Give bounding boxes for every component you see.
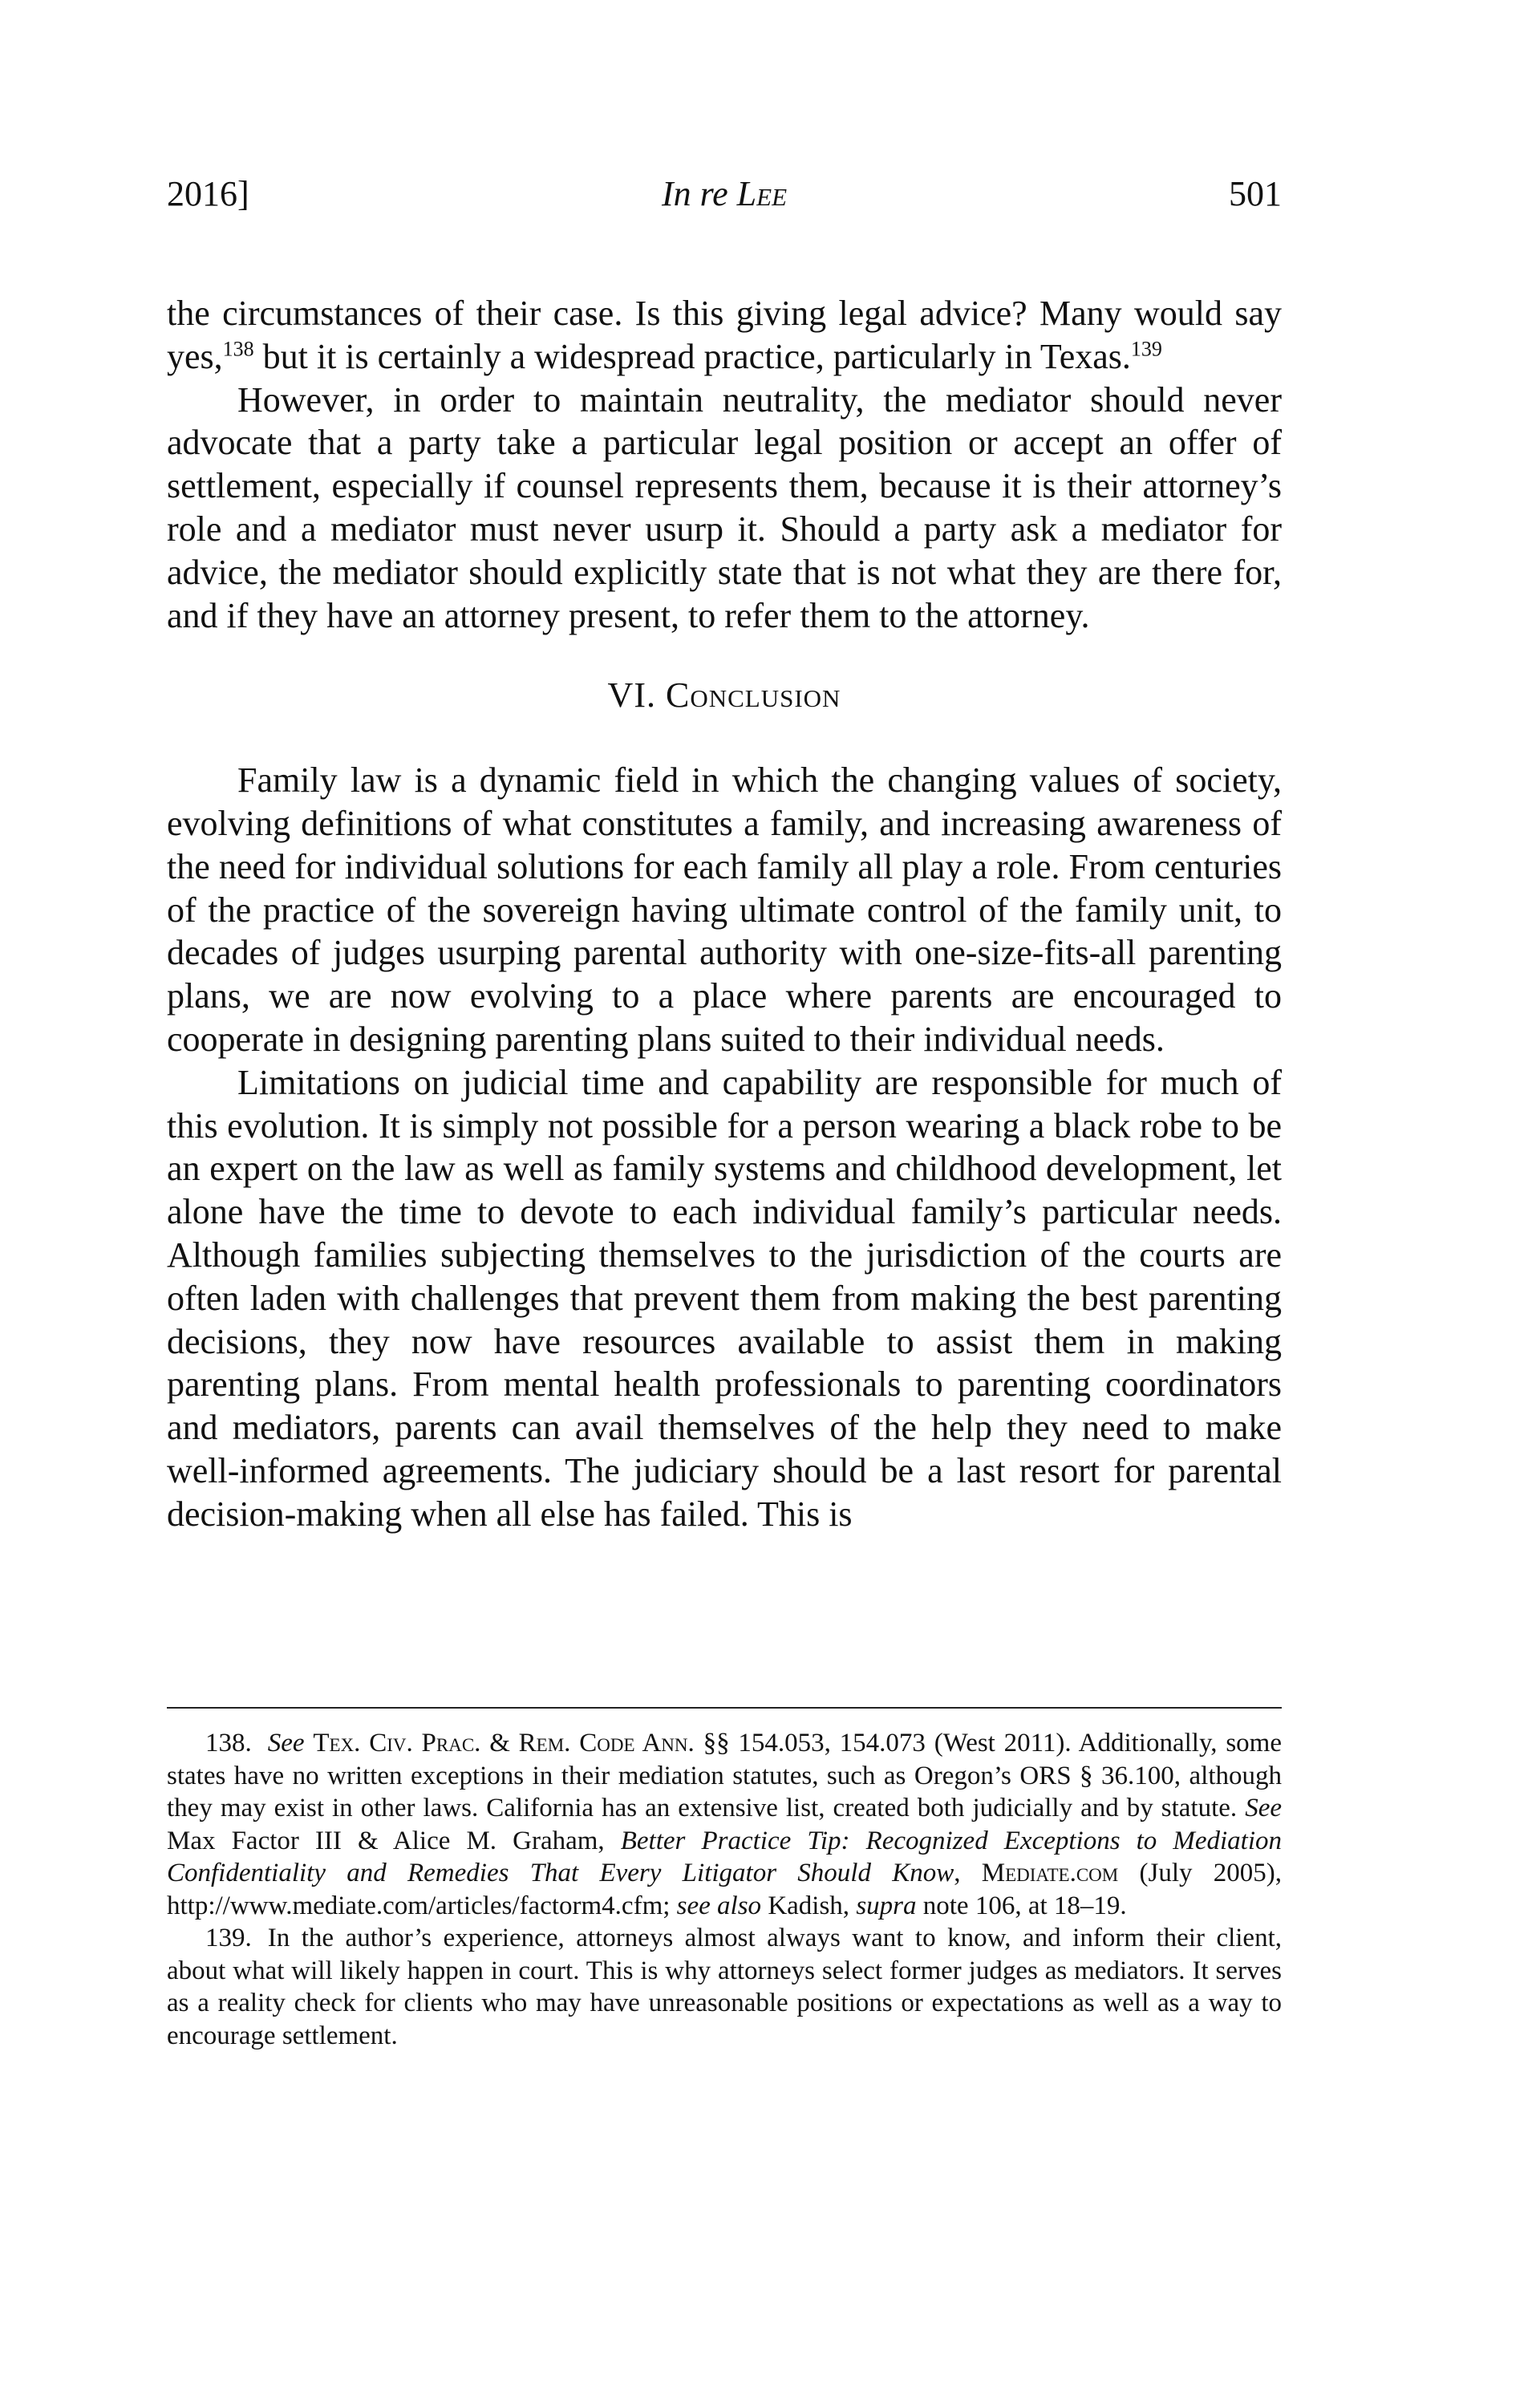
statute-citation: Tex. Civ. Prac. & Rem. Code Ann. xyxy=(313,1729,695,1758)
section-heading xyxy=(167,674,1282,717)
section-title: Conclusion xyxy=(665,675,841,716)
footnote-text: note 106, at 18–19. xyxy=(916,1891,1127,1920)
paragraph-2: However, in order to maintain neutrality, the mediator should never advocate that a party take a particular legal position or accept an offer of settlement, especially if counsel represents them, because it is their attorney’s role and a mediator must never usurp it. Should a party ask a mediator for advice, the mediator should explicitly state that is not what they are there for, and if they have an attorney present, to refer them to the attorney. xyxy=(167,379,1282,635)
paragraph-1 xyxy=(167,292,1282,379)
footnote-number: 139. xyxy=(205,1924,252,1952)
footnote-text: §§ 154.053, 154.073 (West 2011). Additionally, some states have no written exceptions in their mediation statutes, such as Oregon’s ORS § 36.100, although they may exist in other laws. California has an extensive list, created both judicially and by statute. xyxy=(167,1729,1283,1822)
site-name: Mediate.com xyxy=(981,1859,1119,1887)
paragraph-1-text-2: but it is certainly a widespread practice, particularly in Texas. xyxy=(253,336,1131,376)
footnotes xyxy=(167,1727,1282,2052)
signal-supra: supra xyxy=(856,1891,917,1920)
header-title-prefix: In re xyxy=(661,174,728,213)
header-title-suffix: Lee xyxy=(736,174,787,213)
paragraph-4: Limitations on judicial time and capability are responsible for much of this evolution. It is simply not possible for a person wearing a black robe to be an expert on the law as well as family systems and childhood development, let alone have the time to devote to each individual family’s particular needs. Although families subjecting themselves to the jurisdiction of the courts are often laden with challenges that prevent them from making the best parenting decisions, they now have resources available to assist them in making parenting plans. From mental health professionals to parenting coordinators and mediators, parents can avail themselves of the help they need to make well-informed agreements. The judiciary should be a last resort for parental decision-making when all else has failed. This is xyxy=(167,1062,1282,1534)
footnote-139 xyxy=(167,1922,1282,2052)
article-title: Better Practice Tip: Recognized Exceptions to Mediation Confidentiality and Remedies That Every Litigator Should Know xyxy=(167,1826,1283,1887)
footnote-text: Max Factor III & Alice M. Graham, xyxy=(167,1826,621,1855)
footnote-ref-139: 139 xyxy=(1130,337,1162,361)
section-number: VI. xyxy=(607,675,656,716)
footnote-text: , xyxy=(954,1859,982,1887)
header-case-title xyxy=(167,170,1282,218)
signal-see-also: see also xyxy=(676,1891,762,1920)
footnote-ref-138: 138 xyxy=(222,337,254,361)
paragraph-1-text: the circumstances of their case. Is this giving legal advice? Many would say yes, xyxy=(167,294,1282,376)
footnote-divider xyxy=(167,1707,1282,1709)
footnote-text: In the author’s experience, attorneys almost always want to know, and inform their client, about what will likely happen in court. This is why attorneys select former judges as mediators. It serves as a reality check for clients who may have unreasonable positions or expectations as well as a way to encourage settlement. xyxy=(167,1924,1282,2050)
footnote-text: Kadish, xyxy=(761,1891,857,1920)
header-page-number: 501 xyxy=(1229,174,1282,213)
footnote-text: (July 2005), http://www.mediate.com/articles/factorm4.cfm; xyxy=(167,1859,1283,1920)
footnote-138 xyxy=(167,1727,1282,1922)
paragraph-3: Family law is a dynamic field in which the changing values of society, evolving definitions of what constitutes a family, and increasing awareness of the need for individual solutions for each family all play a role. From centuries of the practice of the sovereign having ultimate control of the family unit, to decades of judges usurping parental authority with one-size-fits-all parenting plans, we are now evolving to a place where parents are encouraged to cooperate in designing parenting plans suited to their individual needs. xyxy=(167,760,1282,1059)
main-text xyxy=(167,292,1282,1536)
running-header xyxy=(167,170,1282,218)
header-year: 2016] xyxy=(167,174,249,213)
signal-see: See xyxy=(267,1729,305,1758)
footnote-number: 138. xyxy=(205,1729,252,1758)
signal-see: See xyxy=(1245,1794,1282,1822)
